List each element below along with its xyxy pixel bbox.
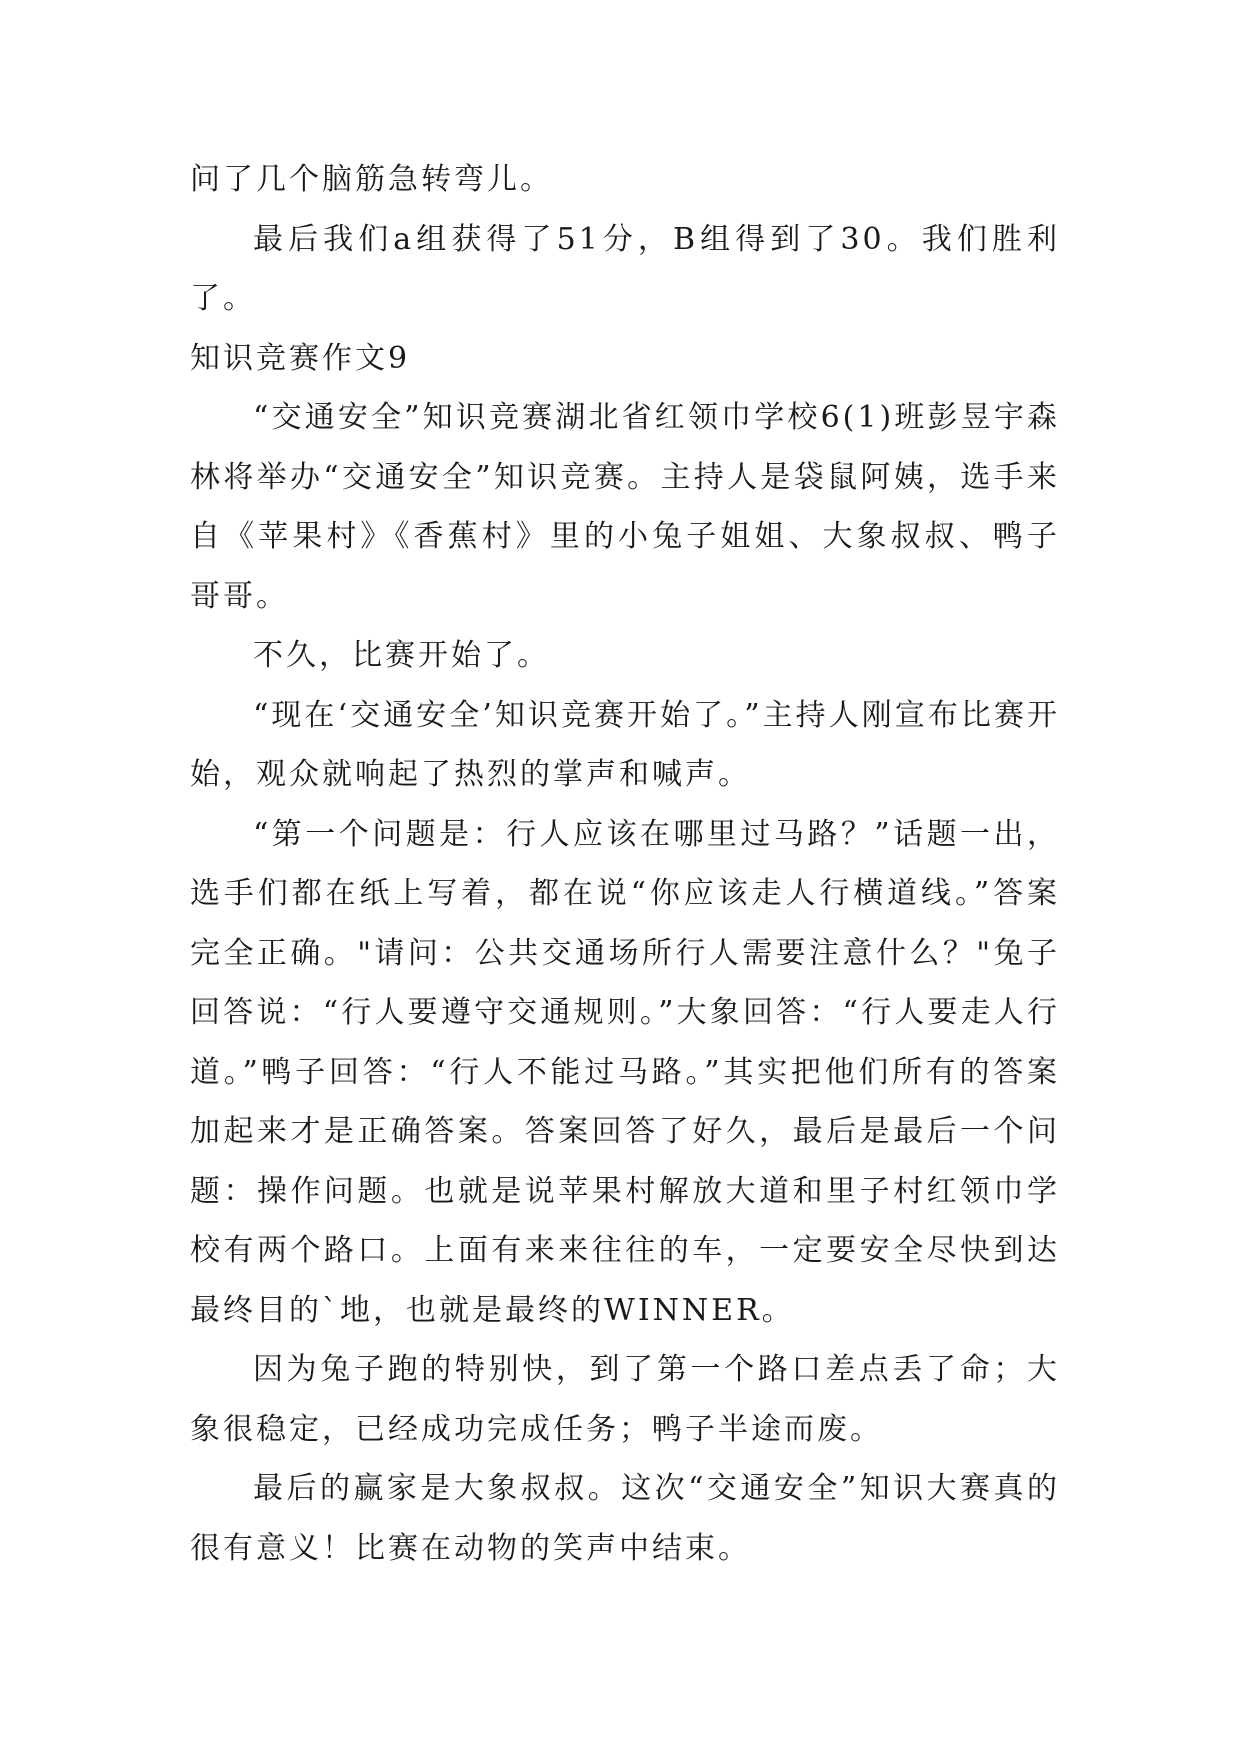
document-body [190,150,1060,1578]
paragraph: 不久，比赛开始了。 [253,638,550,673]
paragraph: “现在‘交通安全’知识竞赛开始了。”主持人刚宣布比赛开始，观众就响起了热烈的掌声和喊声。 [190,697,1060,792]
paragraph: 问了几个脑筋急转弯儿。 [190,162,553,197]
paragraph: “第一个问题是：行人应该在哪里过马路？”话题一出，选手们都在纸上写着，都在说“你应该走人行横道线。”答案完全正确。"请问：公共交通场所行人需要注意什么？"兔子回答说：“行人要遵守交通规则。”大象回答：“行人要走人行道。”鸭子回答：“行人不能过马路。”其实把他们所有的答案加起来才是正确答案。答案回答了好久，最后是最后一个问题：操作问题。也就是说苹果村解放大道和里子村红领巾学校有两个路口。上面有来来往往的车，一定要安全尽快到达最终目的`地，也就是最终的WINNER。 [190,816,1060,1328]
essay-title: 知识竞赛作文9 [190,340,411,376]
paragraph: 因为兔子跑的特别快，到了第一个路口差点丢了命；大象很稳定，已经成功完成任务；鸭子半途而废。 [190,1352,1060,1447]
paragraph: “交通安全”知识竞赛湖北省红领巾学校6(1)班彭昱宇森林将举办“交通安全”知识竞赛。主持人是袋鼠阿姨，选手来自《苹果村》《香蕉村》里的小兔子姐姐、大象叔叔、鸭子哥哥。 [190,400,1060,614]
paragraph: 最后的赢家是大象叔叔。这次“交通安全”知识大赛真的很有意义！比赛在动物的笑声中结束。 [190,1471,1060,1566]
paragraph: 最后我们a组获得了51分，B组得到了30。我们胜利了。 [190,221,1060,316]
